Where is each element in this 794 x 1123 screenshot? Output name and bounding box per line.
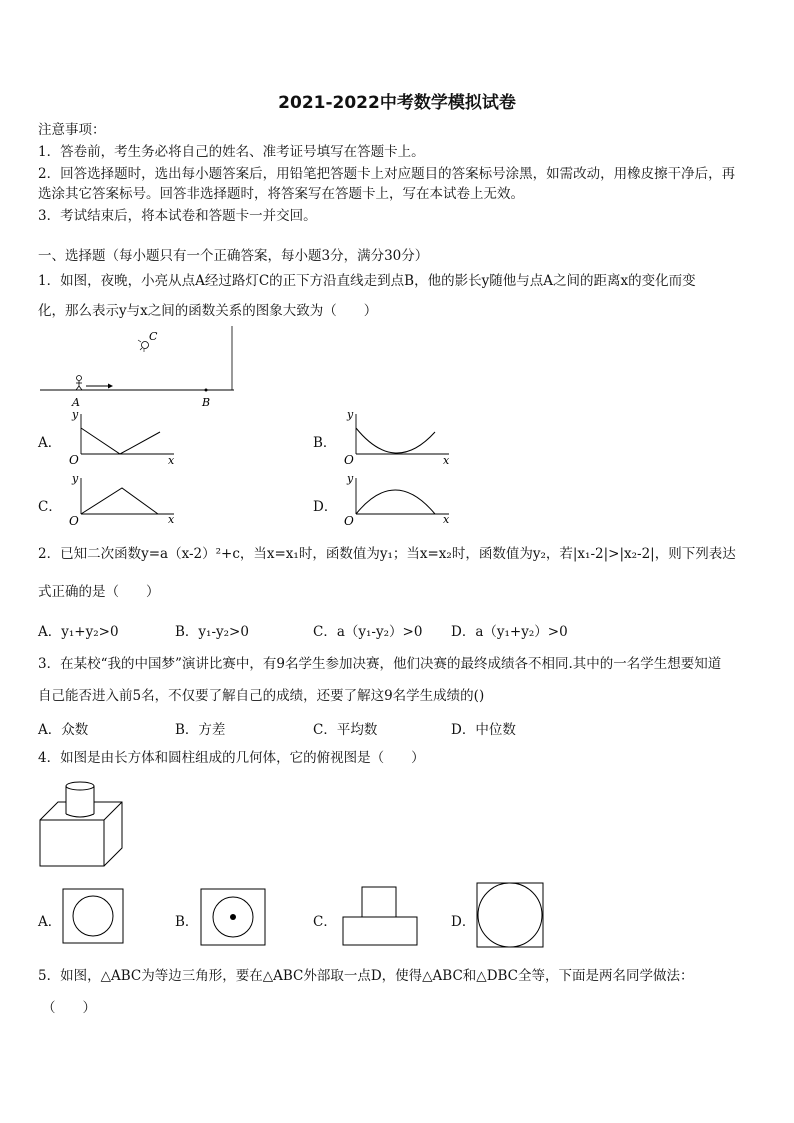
svg-text:O: O [69, 453, 79, 467]
q5-text-line2: （ ） [42, 1000, 96, 1016]
q4-option-c-label[interactable]: C． [313, 914, 337, 930]
svg-text:y: y [347, 408, 354, 421]
svg-text:y: y [72, 472, 79, 485]
q1-option-d-label[interactable]: D． [313, 499, 338, 515]
q4-option-a-label[interactable]: A． [38, 914, 62, 930]
svg-text:x: x [168, 454, 175, 467]
page-title: 2021-2022中考数学模拟试卷 [278, 93, 516, 113]
q1-option-a-graph [60, 404, 180, 468]
q3-option-b[interactable]: B．方差 [175, 722, 226, 738]
q3-option-c[interactable]: C．平均数 [313, 722, 378, 738]
svg-text:x: x [168, 513, 175, 526]
q1-option-c-graph [60, 468, 180, 532]
q3-text-line2: 自己能否进入前5名，不仅要了解自己的成绩，还要了解这9名学生成绩的() [38, 688, 485, 704]
q2-option-d[interactable]: D．a（y₁+y₂）>0 [451, 624, 568, 640]
person-icon [77, 376, 82, 381]
q1-option-d-graph [335, 468, 455, 532]
section-heading: 一、选择题（每小题只有一个正确答案，每小题3分，满分30分） [38, 248, 429, 264]
svg-text:y: y [347, 472, 354, 485]
notice-item-2-cont: 选涂其它答案标号。回答非选择题时，将答案写在答题卡上，写在本试卷上无效。 [38, 186, 524, 202]
label-b: B [202, 396, 211, 409]
q1-figure [38, 324, 238, 412]
label-c: C [149, 330, 158, 343]
q2-text-line2: 式正确的是（ ） [38, 584, 160, 600]
label-a: A [72, 396, 80, 409]
notice-item-3: 3．考试结束后，将本试卷和答题卡一并交回。 [38, 208, 317, 224]
notice-item-2: 2．回答选择题时，选出每小题答案后，用铅笔把答题卡上对应题目的答案标号涂黑，如需改动，用橡皮擦干净后，再 [38, 166, 736, 182]
q4-text: 4．如图是由长方体和圆柱组成的几何体，它的俯视图是（ ） [38, 750, 425, 766]
q4-solid-figure [38, 780, 124, 868]
q2-option-a[interactable]: A．y₁+y₂>0 [38, 624, 119, 640]
q1-text-line1: 1．如图，夜晚，小亮从点A经过路灯C的正下方沿直线走到点B，他的影长y随他与点A之间的距离x的变化而变 [38, 273, 696, 289]
svg-text:O: O [344, 514, 354, 528]
svg-text:x: x [443, 513, 450, 526]
q1-option-b-label[interactable]: B． [313, 435, 337, 451]
q3-option-d[interactable]: D．中位数 [451, 722, 516, 738]
q3-text-line1: 3．在某校“我的中国梦”演讲比赛中，有9名学生参加决赛，他们决赛的最终成绩各不相同.其中的一名学生想要知道 [38, 656, 722, 672]
q5-text-line1: 5．如图，△ABC为等边三角形，要在△ABC外部取一点D，使得△ABC和△DBC全等，下面是两名同学做法： [38, 968, 694, 984]
q4-option-d-label[interactable]: D． [451, 914, 476, 930]
lamp-icon [142, 342, 149, 349]
q4-option-c-view [342, 886, 420, 948]
q2-option-b[interactable]: B．y₁-y₂>0 [175, 624, 249, 640]
svg-text:O: O [69, 514, 79, 528]
q4-option-a-view [62, 888, 124, 944]
q2-text-line1: 2．已知二次函数y=a（x-2）²+c，当x=x₁时，函数值为y₁；当x=x₂时，函数值为y₂，若|x₁-2|>|x₂-2|，则下列表达 [38, 546, 736, 562]
q3-option-a[interactable]: A．众数 [38, 722, 89, 738]
notice-item-1: 1．答卷前，考生务必将自己的姓名、准考证号填写在答题卡上。 [38, 144, 425, 160]
q4-option-b-label[interactable]: B． [175, 914, 199, 930]
q4-option-d-view [476, 882, 546, 950]
svg-text:y: y [72, 408, 79, 421]
q4-option-b-view [200, 888, 266, 946]
q1-text-line2: 化，那么表示y与x之间的函数关系的图象大致为（ ） [38, 303, 378, 319]
svg-text:x: x [443, 454, 450, 467]
q1-option-c-label[interactable]: C． [38, 499, 62, 515]
q1-option-a-label[interactable]: A． [38, 435, 62, 451]
q1-option-b-graph [335, 404, 455, 468]
svg-text:O: O [344, 453, 354, 467]
notice-heading: 注意事项： [38, 122, 106, 138]
q2-option-c[interactable]: C．a（y₁-y₂）>0 [313, 624, 423, 640]
